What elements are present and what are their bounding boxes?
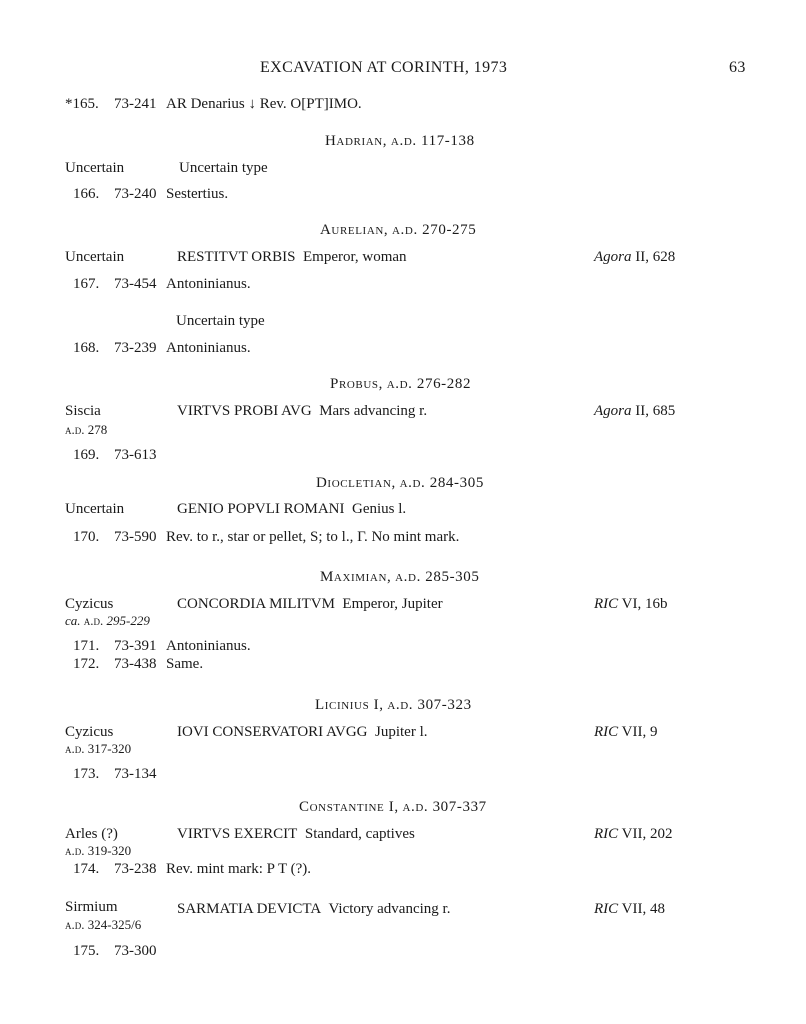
reference-work: RIC (594, 901, 619, 917)
reference-maximian (594, 595, 667, 613)
type-diocletian (177, 500, 406, 518)
mint-constantine-2: Sirmium (65, 899, 118, 915)
type-aurelian-1 (177, 248, 407, 266)
coin-legend: SARMATIA DEVICTA (177, 901, 322, 917)
coin-type-description: Victory advancing r. (328, 901, 451, 917)
heading-maximian (320, 568, 479, 586)
mint-date: 324-325/6 (87, 917, 142, 932)
type-hadrian: Uncertain type (179, 160, 268, 176)
reference-number: VI, 16b (621, 596, 668, 612)
entry-169-inventory: 73-613 (114, 447, 157, 463)
reference-work: Agora (594, 249, 632, 265)
circa-prefix: ca. (65, 613, 81, 628)
entry-166-description: Sestertius. (166, 186, 229, 202)
entry-168-inventory: 73-239 (114, 340, 157, 356)
coin-legend: IOVI CONSERVATORI AVGG (177, 724, 368, 740)
reference-work: RIC (594, 596, 619, 612)
entry-165-number: *165. (65, 96, 99, 112)
mint-date-maximian (65, 612, 150, 630)
entry-168-description: Antoninianus. (166, 340, 251, 356)
heading-probus (330, 375, 471, 393)
ruler-dates: a.d. 117-138 (390, 133, 475, 149)
mint-maximian: Cyzicus (65, 596, 114, 612)
entry-174-inventory: 73-238 (114, 861, 157, 877)
ruler-dates: a.d. 307-323 (387, 697, 472, 713)
running-title: EXCAVATION AT CORINTH, 1973 (260, 59, 508, 76)
reference-number: VII, 9 (621, 724, 658, 740)
coin-legend: VIRTVS PROBI AVG (177, 403, 312, 419)
entry-168-number: 168. (73, 340, 100, 356)
entry-172-inventory: 73-438 (114, 656, 157, 672)
ruler-name: Licinius I, (315, 697, 384, 713)
mint-date-constantine-2 (65, 916, 141, 934)
reference-constantine-1 (594, 825, 672, 843)
type-probus (177, 402, 427, 420)
type-constantine-2 (177, 900, 450, 918)
era-prefix: a.d. (65, 741, 85, 756)
mint-date: 317-320 (87, 741, 132, 756)
ruler-name: Constantine I, (299, 799, 399, 815)
entry-171-inventory: 73-391 (114, 638, 157, 654)
entry-175-inventory: 73-300 (114, 943, 157, 959)
era-prefix: a.d. (65, 422, 85, 437)
heading-aurelian (320, 221, 476, 239)
reference-licinius (594, 723, 657, 741)
reference-number: VII, 202 (621, 826, 673, 842)
ruler-name: Maximian, (320, 569, 392, 585)
mint-date: 319-320 (87, 843, 132, 858)
era-prefix: a.d. (65, 917, 85, 932)
page-number: 63 (729, 59, 746, 76)
entry-173-inventory: 73-134 (114, 766, 157, 782)
entry-167-inventory: 73-454 (114, 276, 157, 292)
entry-174-description: Rev. mint mark: P T (?). (166, 861, 311, 877)
entry-171-number: 171. (73, 638, 100, 654)
coin-legend: RESTITVT ORBIS (177, 249, 296, 265)
type-aurelian-2: Uncertain type (176, 313, 265, 329)
ruler-dates: a.d. 270-275 (392, 222, 477, 238)
era-prefix: a.d. (83, 613, 104, 628)
type-licinius (177, 723, 428, 741)
mint-hadrian: Uncertain (65, 160, 125, 176)
type-constantine-1 (177, 825, 415, 843)
heading-licinius (315, 696, 472, 714)
coin-type-description: Genius l. (352, 501, 407, 517)
mint-constantine-1: Arles (?) (65, 826, 118, 842)
mint-date-probus (65, 421, 107, 439)
coin-legend: CONCORDIA MILITVM (177, 596, 335, 612)
ruler-name: Probus, (330, 376, 383, 392)
ruler-name: Diocletian, (316, 475, 396, 491)
entry-173-number: 173. (73, 766, 100, 782)
ruler-name: Hadrian, (325, 133, 388, 149)
heading-diocletian (316, 474, 484, 492)
heading-hadrian (325, 132, 475, 150)
coin-type-description: Mars advancing r. (319, 403, 428, 419)
mint-diocletian: Uncertain (65, 501, 125, 517)
reference-constantine-2 (594, 900, 665, 918)
reference-number: II, 628 (635, 249, 676, 265)
entry-172-number: 172. (73, 656, 100, 672)
mint-date-licinius (65, 740, 131, 758)
ruler-dates: a.d. 284-305 (399, 475, 484, 491)
heading-constantine (299, 798, 487, 816)
entry-166-number: 166. (73, 186, 100, 202)
ruler-dates: a.d. 307-337 (402, 799, 487, 815)
reference-work: RIC (594, 724, 619, 740)
mint-aurelian: Uncertain (65, 249, 125, 265)
reference-probus (594, 402, 675, 420)
coin-type-description: Emperor, woman (302, 249, 407, 265)
entry-170-inventory: 73-590 (114, 529, 157, 545)
entry-170-description: Rev. to r., star or pellet, S; to l., Γ. No mint mark. (166, 529, 460, 545)
reference-number: II, 685 (635, 403, 676, 419)
mint-date: 295-229 (106, 613, 150, 628)
mint-probus: Siscia (65, 403, 101, 419)
entry-172-description: Same. (166, 656, 204, 672)
coin-type-description: Standard, captives (304, 826, 415, 842)
coin-legend: GENIO POPVLI ROMANI (177, 501, 345, 517)
entry-169-number: 169. (73, 447, 100, 463)
entry-171-description: Antoninianus. (166, 638, 251, 654)
reference-aurelian-1 (594, 248, 675, 266)
mint-date: 278 (87, 422, 108, 437)
coin-type-description: Jupiter l. (375, 724, 428, 740)
entry-165-description: AR Denarius ↓ Rev. O[PT]IMO. (166, 96, 362, 112)
entry-175-number: 175. (73, 943, 100, 959)
ruler-dates: a.d. 276-282 (386, 376, 472, 392)
coin-legend: VIRTVS EXERCIT (177, 826, 298, 842)
reference-work: Agora (594, 403, 632, 419)
mint-date-constantine-1 (65, 842, 131, 860)
entry-170-number: 170. (73, 529, 100, 545)
reference-number: VII, 48 (621, 901, 665, 917)
era-prefix: a.d. (65, 843, 85, 858)
entry-167-description: Antoninianus. (166, 276, 251, 292)
entry-167-number: 167. (73, 276, 100, 292)
ruler-name: Aurelian, (320, 222, 389, 238)
type-maximian (177, 595, 443, 613)
mint-licinius: Cyzicus (65, 724, 114, 740)
entry-174-number: 174. (73, 861, 100, 877)
entry-165-inventory: 73-241 (114, 96, 157, 112)
entry-166-inventory: 73-240 (114, 186, 157, 202)
reference-work: RIC (594, 826, 619, 842)
coin-type-description: Emperor, Jupiter (342, 596, 443, 612)
ruler-dates: a.d. 285-305 (395, 569, 480, 585)
